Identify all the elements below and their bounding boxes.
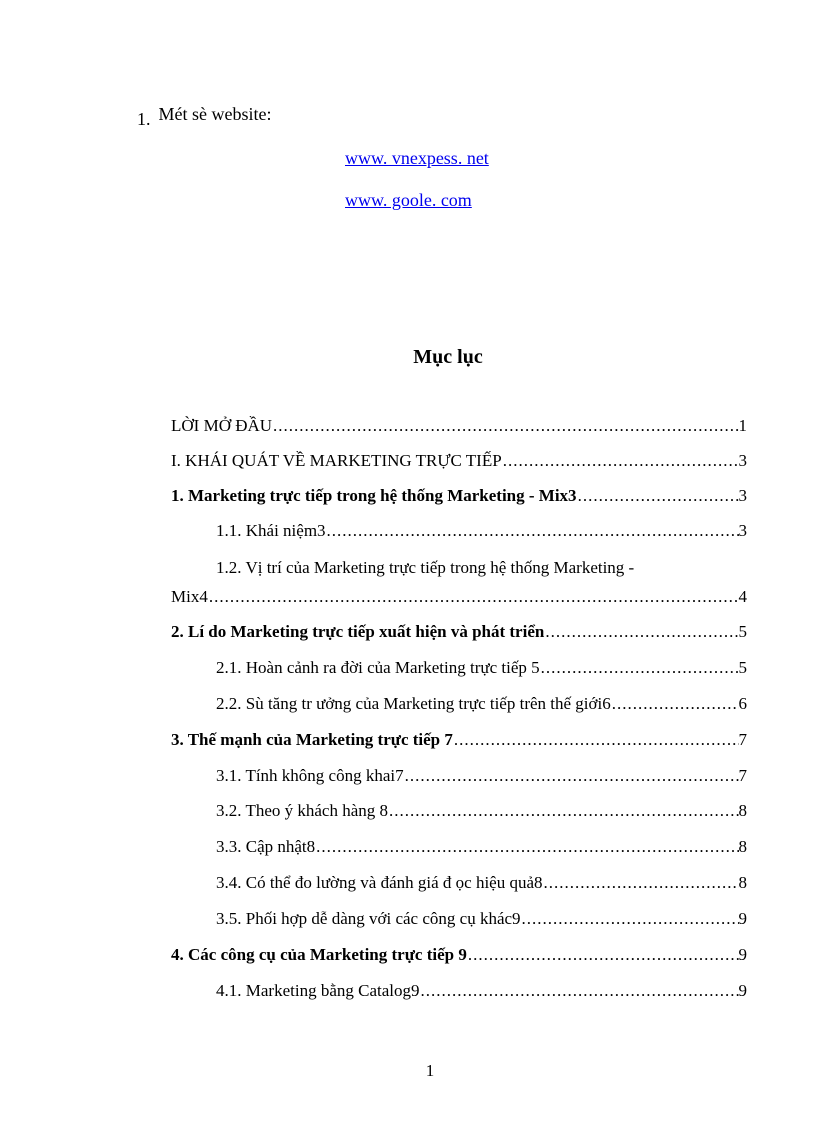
toc-entry-2[interactable]: 2. Lí do Marketing trực tiếp xuất hiện và phát triển ..... 5 [171,622,747,642]
link-google[interactable]: www. goole. com [345,190,472,210]
section-number: 1. [137,109,151,129]
toc-entry-1[interactable]: 1. Marketing trực tiếp trong hệ thống Marketing - Mix3 ..... 3 [171,486,747,506]
toc-entry-3[interactable]: 3. Thế mạnh của Marketing trực tiếp 7 ..... 7 [171,730,747,750]
toc-entry-1-1[interactable]: 1.1. Khái niệm3 ..... 3 [216,521,747,541]
toc-entry-2-2[interactable]: 2.2. Sù tăng tr ưởng của Marketing trực tiếp trên thế giới6 ..... 6 [216,694,747,714]
page-number: 1 [425,1061,435,1080]
toc-entry-3-1[interactable]: 3.1. Tính không công khai7 ..... 7 [216,766,747,786]
toc-entry-4[interactable]: 4. Các công cụ của Marketing trực tiếp 9 ..... 9 [171,945,747,965]
toc-entry-4-1[interactable]: 4.1. Marketing bằng Catalog9 ..... 9 [216,981,747,1001]
section-title: Mét sè website: [158,104,272,124]
toc-entry-1-2-line1[interactable]: 1.2. Vị trí của Marketing trực tiếp trong hệ thống Marketing - [216,558,635,577]
toc-entry-chapter-1[interactable]: I. KHÁI QUÁT VỀ MARKETING TRỰC TIẾP ..... 3 [171,451,747,471]
toc-entry-3-3[interactable]: 3.3. Cập nhật8 ..... 8 [216,837,747,857]
link-vnexpress[interactable]: www. vnexpess. net [345,148,489,168]
toc-entry-3-4[interactable]: 3.4. Có thể đo lường và đánh giá đ ọc hiệu quả8 ..... 8 [216,873,747,893]
toc-entry-1-2-line2[interactable]: Mix4 ..... 4 [171,587,747,607]
toc-entry-2-1[interactable]: 2.1. Hoàn cảnh ra đời của Marketing trực tiếp 5 ..... 5 [216,658,747,678]
section-heading [137,104,272,129]
toc-entry-loi-mo-dau[interactable]: LỜI MỞ ĐẦU ..... 1 [171,416,747,436]
toc-title: Mục lục [413,346,483,368]
toc-entry-3-5[interactable]: 3.5. Phối hợp dễ dàng với các công cụ khác9 ..... 9 [216,909,747,929]
toc-entry-3-2[interactable]: 3.2. Theo ý khách hàng 8 ..... 8 [216,801,747,821]
